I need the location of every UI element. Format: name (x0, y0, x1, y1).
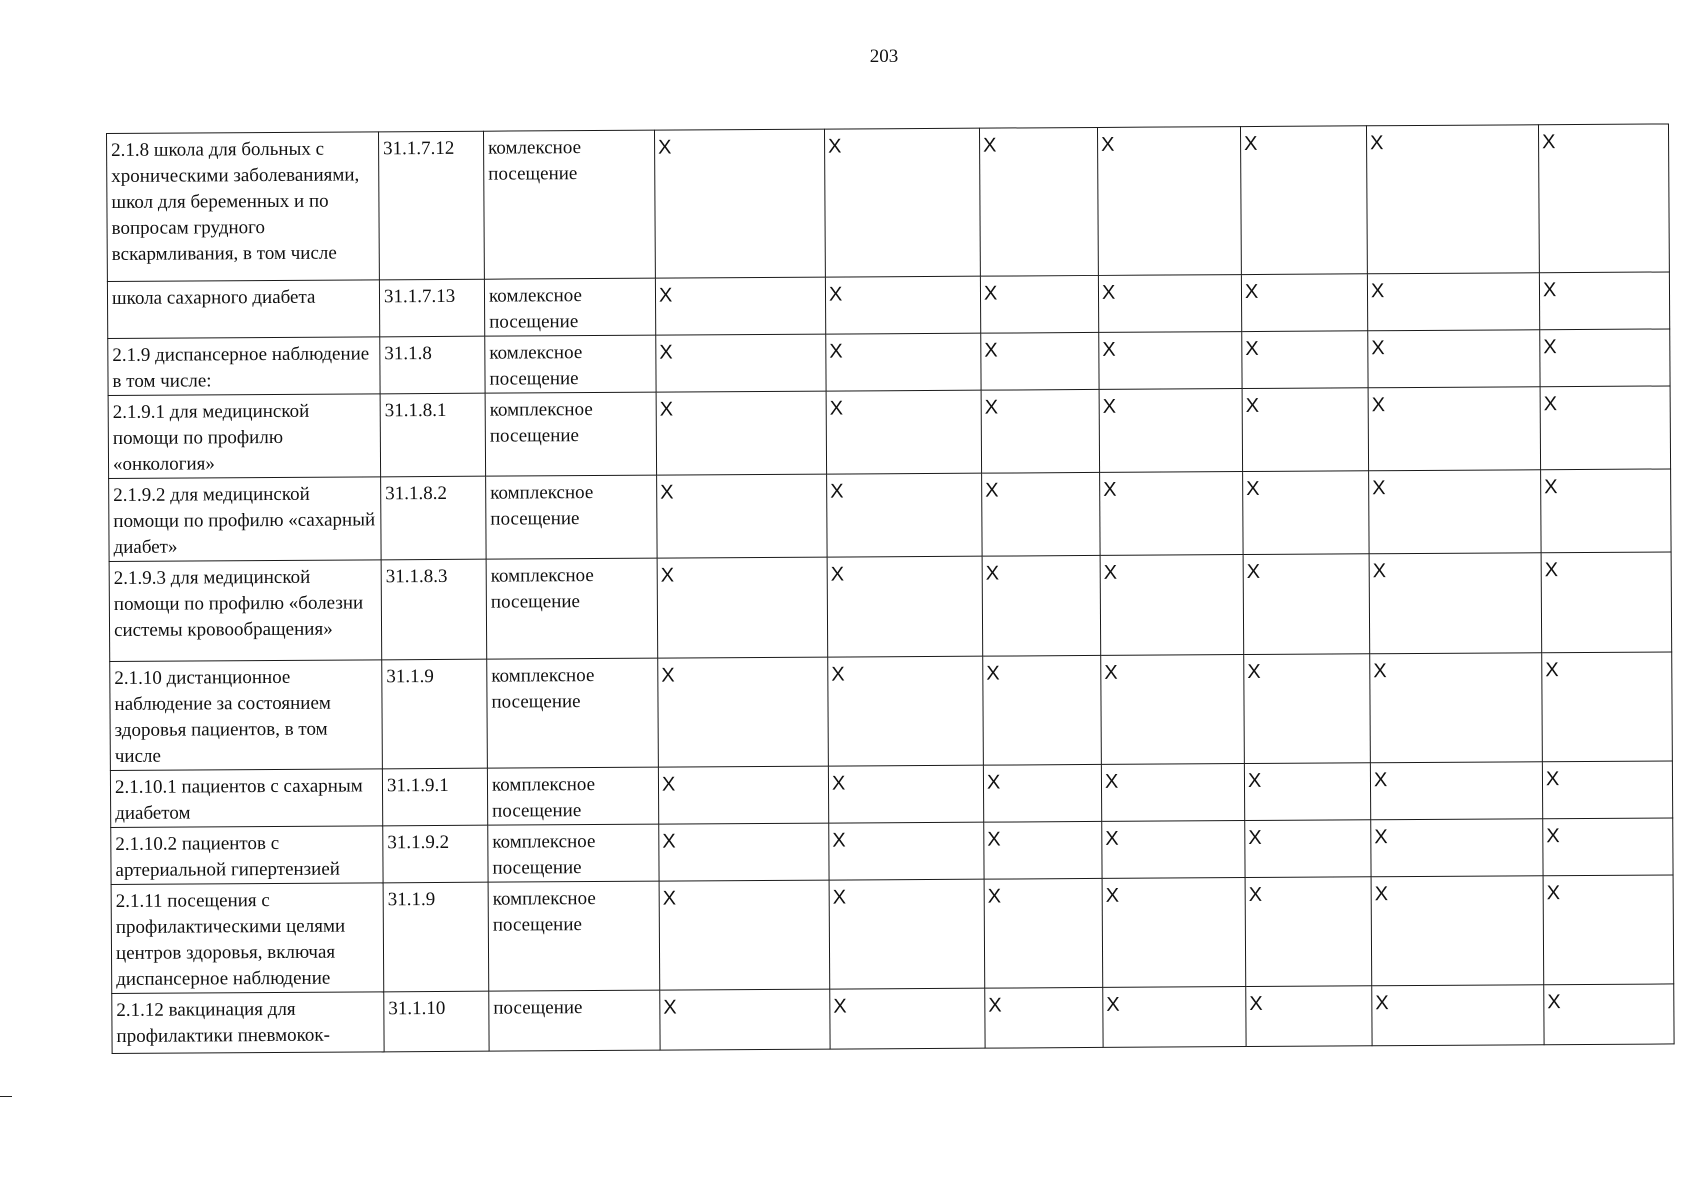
row-unit-cell: посещение (489, 990, 660, 1051)
row-mark-cell: X (984, 821, 1102, 879)
row-mark-cell: X (1371, 876, 1544, 986)
row-mark-cell: X (1100, 472, 1244, 556)
row-mark-cell: X (829, 822, 984, 880)
row-mark-cell: X (1103, 987, 1246, 1048)
row-mark-cell: X (1245, 877, 1372, 987)
row-code-cell: 31.1.9.2 (383, 825, 488, 883)
row-mark-cell: X (824, 128, 980, 277)
row-unit-cell: комлексное посещение (483, 130, 655, 279)
row-unit-cell: комплексное посещение (486, 475, 658, 559)
row-mark-cell: X (657, 474, 828, 558)
row-mark-cell: X (1246, 986, 1372, 1047)
row-mark-cell: X (1100, 555, 1244, 656)
row-mark-cell: X (1101, 764, 1244, 822)
row-mark-cell: X (980, 275, 1098, 333)
table-body (107, 124, 1675, 1054)
row-mark-cell: X (658, 657, 829, 767)
table-row (107, 272, 1669, 339)
row-mark-cell: X (1540, 386, 1671, 470)
row-mark-cell: X (1242, 388, 1369, 472)
row-mark-cell: X (826, 333, 981, 391)
row-unit-cell: комплексное посещение (487, 658, 659, 768)
row-mark-cell: X (1240, 126, 1367, 275)
row-mark-cell: X (1245, 820, 1371, 878)
row-mark-cell: X (1099, 389, 1243, 473)
row-mark-cell: X (1368, 387, 1541, 471)
row-mark-cell: X (1102, 821, 1245, 879)
row-mark-cell: X (982, 555, 1101, 656)
row-mark-cell: X (1242, 331, 1368, 389)
row-name-cell: 2.1.12 вакцинация для профилактики пневмокок- (112, 992, 384, 1054)
row-code-cell: 31.1.7.13 (379, 279, 484, 337)
row-name-cell: 2.1.10.2 пациентов с артериальной гипертензией (111, 826, 383, 885)
row-code-cell: 31.1.8 (380, 336, 485, 394)
row-mark-cell: X (1098, 275, 1241, 333)
row-mark-cell: X (1099, 332, 1242, 390)
row-mark-cell: X (982, 472, 1101, 556)
row-mark-cell: X (983, 655, 1102, 765)
row-mark-cell: X (659, 823, 829, 881)
row-name-cell: 2.1.9.2 для медицинской помощи по профилю «сахарный диабет» (109, 477, 382, 562)
row-code-cell: 31.1.7.12 (378, 131, 484, 280)
row-mark-cell: X (1243, 471, 1370, 555)
row-mark-cell: X (659, 880, 830, 990)
row-unit-cell: комлексное посещение (484, 278, 655, 336)
row-mark-cell: X (655, 277, 825, 335)
row-unit-cell: комплексное посещение (488, 824, 659, 882)
table-row (111, 875, 1674, 994)
row-mark-cell: X (981, 332, 1099, 390)
row-mark-cell: X (656, 334, 826, 392)
row-mark-cell: X (1372, 985, 1544, 1046)
row-mark-cell: X (1540, 329, 1670, 387)
row-mark-cell: X (826, 390, 982, 474)
row-mark-cell: X (658, 766, 828, 824)
row-mark-cell: X (830, 988, 985, 1049)
row-code-cell: 31.1.8.2 (381, 476, 487, 560)
table-row (112, 984, 1674, 1054)
row-unit-cell: комплексное посещение (488, 881, 660, 991)
row-mark-cell: X (1542, 652, 1673, 762)
margin-line (0, 1096, 12, 1097)
row-code-cell: 31.1.8.3 (381, 559, 487, 660)
row-mark-cell: X (1369, 553, 1542, 654)
row-mark-cell: X (827, 473, 983, 557)
row-mark-cell: X (979, 127, 1098, 276)
row-mark-cell: X (828, 656, 984, 766)
row-mark-cell: X (1097, 127, 1241, 276)
row-unit-cell: комлексное посещение (485, 335, 656, 393)
table-row (109, 469, 1671, 562)
row-mark-cell: X (1543, 818, 1673, 876)
table-row (109, 552, 1672, 662)
row-mark-cell: X (981, 389, 1100, 473)
row-mark-cell: X (657, 557, 828, 658)
row-name-cell: 2.1.9.1 для медицинской помощи по профилю «онкология» (108, 394, 381, 479)
row-mark-cell: X (825, 276, 980, 334)
row-mark-cell: X (1542, 761, 1672, 819)
row-mark-cell: X (828, 765, 983, 823)
row-mark-cell: X (1538, 124, 1669, 273)
row-name-cell: 2.1.9 диспансерное наблюдение в том числе: (108, 337, 380, 396)
row-mark-cell: X (1243, 554, 1370, 655)
row-name-cell: 2.1.10.1 пациентов с сахарным диабетом (110, 769, 382, 828)
row-mark-cell: X (1541, 469, 1672, 553)
row-mark-cell: X (1244, 654, 1371, 764)
table-row (107, 124, 1670, 282)
row-mark-cell: X (985, 987, 1103, 1048)
table-row (110, 652, 1673, 771)
row-name-cell: 2.1.9.3 для медицинской помощи по профилю «болезни системы кровообращения» (109, 560, 382, 662)
page-number: 203 (869, 46, 899, 67)
row-mark-cell: X (1371, 819, 1543, 877)
row-mark-cell: X (1366, 125, 1539, 274)
row-mark-cell: X (1368, 330, 1540, 388)
row-mark-cell: X (829, 879, 985, 989)
row-code-cell: 31.1.9 (382, 659, 488, 769)
row-mark-cell: X (827, 556, 983, 657)
row-code-cell: 31.1.9 (383, 882, 489, 992)
row-mark-cell: X (1101, 655, 1245, 765)
table-row (108, 329, 1670, 396)
row-unit-cell: комплексное посещение (487, 767, 658, 825)
row-name-cell: 2.1.10 дистанционное наблюдение за состоянием здоровья пациентов, в том числе (110, 660, 383, 771)
row-mark-cell: X (660, 989, 830, 1050)
row-name-cell: школа сахарного диабета (107, 280, 379, 339)
row-unit-cell: комплексное посещение (485, 392, 657, 476)
row-mark-cell: X (983, 764, 1101, 822)
row-mark-cell: X (1244, 763, 1370, 821)
table-row (111, 818, 1673, 885)
row-mark-cell: X (1539, 272, 1669, 330)
row-mark-cell: X (1370, 653, 1543, 763)
table-row (110, 761, 1672, 828)
row-code-cell: 31.1.9.1 (382, 768, 487, 826)
row-name-cell: 2.1.11 посещения с профилактическими целями центров здоровья, включая диспансерное наблюдение (111, 883, 384, 994)
row-mark-cell: X (1102, 878, 1246, 988)
row-name-cell: 2.1.8 школа для больных с хроническими заболеваниями, школ для беременных и по вопросам грудного вскармливания, в том числе (107, 132, 380, 282)
row-unit-cell: комплексное посещение (486, 558, 658, 659)
row-mark-cell: X (984, 878, 1103, 988)
row-mark-cell: X (1241, 274, 1367, 332)
row-mark-cell: X (1367, 273, 1539, 331)
row-mark-cell: X (1541, 552, 1672, 653)
row-mark-cell: X (1370, 762, 1542, 820)
row-mark-cell: X (1544, 984, 1674, 1045)
row-mark-cell: X (1369, 470, 1542, 554)
table-row (108, 386, 1670, 479)
row-mark-cell: X (1543, 875, 1674, 985)
row-code-cell: 31.1.8.1 (380, 393, 486, 477)
row-code-cell: 31.1.10 (384, 991, 489, 1052)
data-table (106, 123, 1675, 1054)
row-mark-cell: X (654, 129, 825, 278)
row-mark-cell: X (656, 391, 827, 475)
